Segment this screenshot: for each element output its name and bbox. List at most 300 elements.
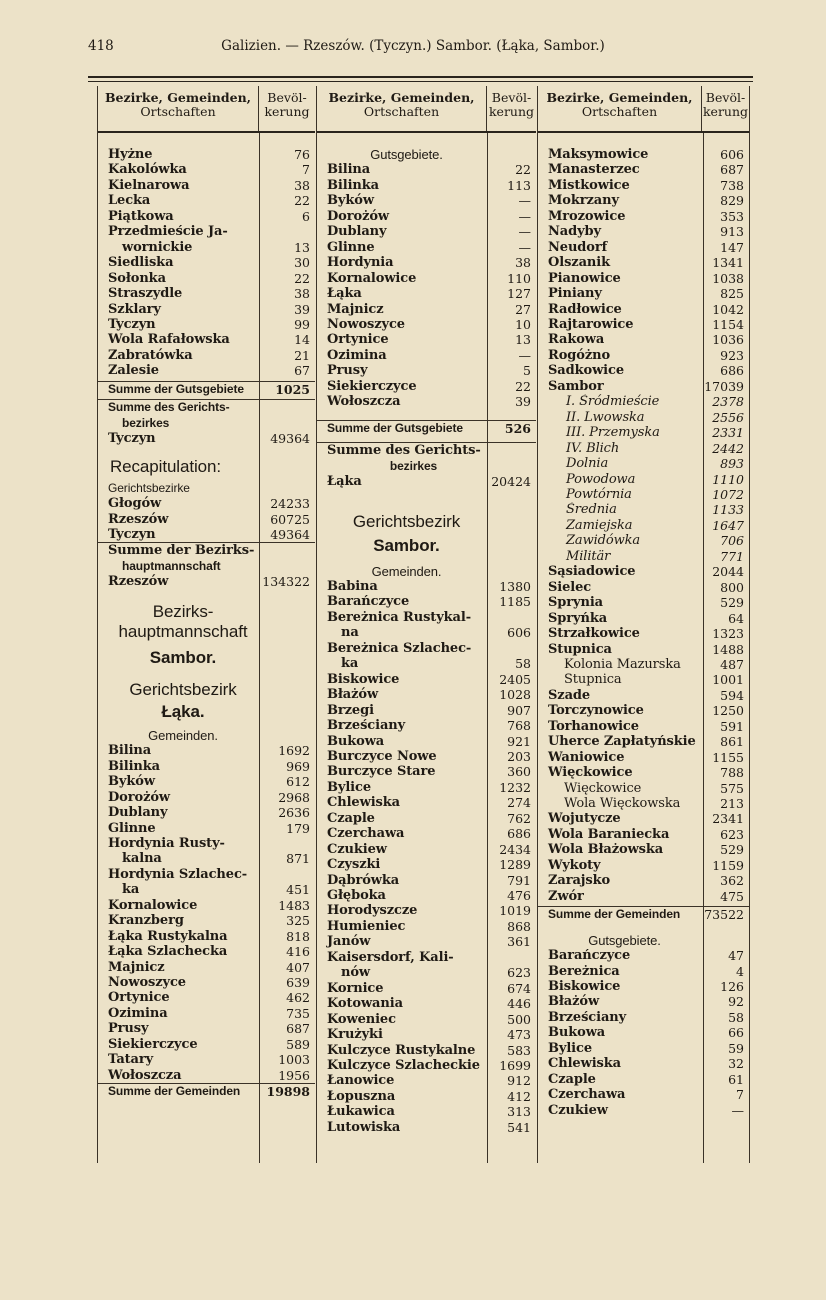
row-value: 110 <box>507 270 531 286</box>
row-name: Więckowice <box>548 765 633 781</box>
row-value: 1380 <box>499 578 531 594</box>
column-body <box>317 133 536 1163</box>
row-value: 487 <box>720 656 744 672</box>
row-name: II. Lwowska <box>566 409 645 425</box>
row-name: Summe der Bezirks- <box>108 543 255 559</box>
table-row <box>98 178 315 193</box>
row-name: Radłowice <box>548 301 622 317</box>
section-heading: Gerichtsbezirk <box>129 679 237 699</box>
subheading: Gemeinden. <box>148 727 218 743</box>
row-value: 969 <box>286 758 310 774</box>
table-row <box>98 496 315 511</box>
header-name: Bezirke, Gemeinden, <box>546 90 693 105</box>
row-value: 1956 <box>278 1067 310 1083</box>
row-name: Kornalowice <box>327 270 417 286</box>
sum-label: Summe des Gerichts- <box>108 400 230 415</box>
row-value: 134322 <box>262 574 310 590</box>
table-row <box>317 224 536 239</box>
table-row <box>98 743 315 758</box>
table-row <box>98 240 315 255</box>
row-name: Czyszki <box>327 857 381 873</box>
table-row <box>538 611 749 626</box>
row-value: — <box>731 1102 744 1118</box>
heading-row <box>317 564 536 579</box>
heading-row <box>98 648 315 668</box>
row-value: 362 <box>720 873 744 889</box>
table-row <box>98 1052 315 1067</box>
table-row <box>538 889 749 904</box>
table-row <box>538 657 749 672</box>
table-row <box>317 625 536 640</box>
row-name: Krużyki <box>327 1027 383 1043</box>
row-value: 1133 <box>712 502 744 518</box>
row-name: Biskowice <box>548 979 621 995</box>
row-value: 73522 <box>704 907 744 923</box>
row-name: Dorożów <box>327 208 390 224</box>
row-value: 923 <box>720 347 744 363</box>
row-value: 529 <box>720 595 744 611</box>
row-value: 412 <box>507 1088 531 1104</box>
row-name: wornickie <box>122 239 193 255</box>
section-heading: Gerichtsbezirk <box>352 511 461 531</box>
row-name: Bylice <box>327 779 372 795</box>
row-value: 893 <box>720 456 744 472</box>
row-value: 868 <box>507 918 531 934</box>
row-name: Summe der Gutsgebiete <box>327 420 463 435</box>
subheading: Gemeinden. <box>371 563 442 579</box>
row-value: 4 <box>736 963 744 979</box>
row-value: 64 <box>728 610 744 626</box>
row-value: 1110 <box>712 471 744 487</box>
row-name: Brześciany <box>548 1009 627 1025</box>
row-value: 446 <box>507 996 531 1012</box>
heading-row <box>98 702 315 722</box>
row-value: 49364 <box>270 431 310 447</box>
column-1 <box>97 86 315 1163</box>
table-row <box>317 703 536 718</box>
row-name: Szade <box>548 687 591 703</box>
table-row <box>538 1072 749 1087</box>
sum-row <box>98 381 315 397</box>
row-value <box>258 559 315 574</box>
heading-row <box>98 481 315 496</box>
row-name: Barańczyce <box>327 594 410 610</box>
row-name: Bukowa <box>327 733 385 749</box>
table-row <box>538 1103 749 1118</box>
row-value: 58 <box>728 1009 744 1025</box>
row-name: Rzeszów <box>108 511 169 527</box>
row-value: 2378 <box>712 394 744 410</box>
table-row <box>98 790 315 805</box>
row-value: 274 <box>507 795 531 811</box>
table-row <box>317 1089 536 1104</box>
column-header <box>98 86 315 133</box>
column-body <box>538 133 749 1163</box>
row-name: Babina <box>327 578 378 594</box>
row-name: Byków <box>327 193 374 209</box>
table-row <box>538 564 749 579</box>
row-value: 687 <box>286 1021 310 1037</box>
table-row <box>538 379 749 394</box>
row-name: Wola Więckowska <box>564 796 681 812</box>
row-value: 92 <box>728 994 744 1010</box>
row-value: 738 <box>720 177 744 193</box>
row-value: 49364 <box>270 526 310 542</box>
table-row <box>317 178 536 193</box>
row-value: 913 <box>720 224 744 240</box>
section-heading: Sambor. <box>373 535 440 555</box>
row-name: Czaple <box>327 810 375 826</box>
section-heading: hauptmannschaft <box>118 621 248 641</box>
table-row <box>317 1058 536 1073</box>
table-row <box>317 1027 536 1042</box>
row-value: 1488 <box>712 641 744 657</box>
row-name: Powtórnia <box>566 486 632 502</box>
table-row <box>98 867 315 882</box>
table-row <box>538 1056 749 1071</box>
heading-row <box>317 147 536 162</box>
sum-row <box>538 906 749 922</box>
table-row <box>538 1041 749 1056</box>
table-row <box>538 703 749 718</box>
table-row <box>538 193 749 208</box>
row-value: 1159 <box>712 857 744 873</box>
row-name: Chlewiska <box>548 1056 621 1072</box>
table-row <box>317 672 536 687</box>
row-value: 735 <box>286 1005 310 1021</box>
rows <box>98 255 315 379</box>
column-2 <box>316 86 536 1163</box>
row-value: 2331 <box>712 425 744 441</box>
row-value: 2044 <box>712 564 744 580</box>
row-name: Lecka <box>108 193 151 209</box>
row-name: ka <box>122 882 140 898</box>
row-name: Czerchawa <box>327 826 405 842</box>
row-name: Straszydle <box>108 286 183 302</box>
row-name: Wołoszcza <box>108 1067 182 1083</box>
row-name: Łąka <box>327 286 362 302</box>
heading-row <box>98 728 315 743</box>
row-value: 451 <box>286 882 310 898</box>
row-name: Tyczyn <box>108 316 156 332</box>
row-value: 30 <box>294 255 310 271</box>
row-value: 1001 <box>712 672 744 688</box>
row-value: 13 <box>294 239 310 255</box>
row-value: 606 <box>720 147 744 162</box>
row-name: Sadkowice <box>548 363 624 379</box>
row-name: Chlewiska <box>327 795 400 811</box>
table-row <box>538 765 749 780</box>
table-row <box>98 821 315 836</box>
row-value: 687 <box>720 162 744 178</box>
rows <box>538 657 749 688</box>
table-row <box>98 416 315 431</box>
table-row <box>317 934 536 949</box>
table-row <box>317 919 536 934</box>
row-value: 1072 <box>712 486 744 502</box>
table-row <box>317 1120 536 1135</box>
row-value: 60725 <box>270 511 310 527</box>
table-row <box>317 718 536 733</box>
row-value: 19898 <box>266 1084 310 1100</box>
row-name: Stupnica <box>564 672 622 688</box>
table-row <box>98 162 315 177</box>
table-row <box>538 858 749 873</box>
row-value: 589 <box>286 1036 310 1052</box>
row-value <box>258 457 315 477</box>
row-name: Rakowa <box>548 332 605 348</box>
row-name: Nowoszyce <box>327 316 405 332</box>
table-row <box>317 459 536 474</box>
sum-row <box>317 420 536 436</box>
row-value: 791 <box>507 872 531 888</box>
row-value: 526 <box>504 420 531 436</box>
row-value <box>258 416 315 431</box>
row-value: 771 <box>720 548 744 564</box>
row-name: Czaple <box>548 1071 596 1087</box>
row-name: Ortynice <box>108 990 170 1006</box>
row-name: Łąka <box>327 474 362 490</box>
row-name: Przedmieście Ja- <box>108 224 228 240</box>
table-row <box>317 394 536 409</box>
row-name: Hordynia <box>327 255 394 271</box>
table-row <box>98 851 315 866</box>
row-value: 126 <box>720 979 744 995</box>
table-row <box>317 826 536 841</box>
table-row <box>538 948 749 963</box>
row-name: Janów <box>327 934 371 950</box>
row-name: Ozimina <box>327 347 387 363</box>
row-value: 2968 <box>278 789 310 805</box>
row-name: Majnicz <box>327 301 384 317</box>
row-value <box>258 648 315 668</box>
table-row <box>538 719 749 734</box>
table-row <box>538 750 749 765</box>
row-name: Mokrzany <box>548 193 619 209</box>
heading-row <box>98 457 315 477</box>
row-value: 39 <box>515 394 531 410</box>
row-value <box>258 867 315 882</box>
table-row <box>317 811 536 826</box>
row-value: 10 <box>515 316 531 332</box>
row-value: 113 <box>507 177 531 193</box>
row-name: Tyczyn <box>108 526 156 542</box>
row-name: Humieniec <box>327 918 406 934</box>
row-value: 1289 <box>499 857 531 873</box>
table-row <box>538 209 749 224</box>
row-value: 1341 <box>712 255 744 271</box>
section-heading: Recapitulation: <box>110 456 221 476</box>
row-value <box>258 400 315 415</box>
row-name: Militär <box>566 548 611 564</box>
row-name: Powodowa <box>566 471 636 487</box>
row-name: Hordynia Szlachec- <box>108 866 248 882</box>
table-row <box>98 960 315 975</box>
row-value: 706 <box>720 533 744 549</box>
row-value: 67 <box>294 363 310 379</box>
row-name: III. Przemyska <box>566 425 660 441</box>
row-name: Błażów <box>327 687 379 703</box>
header-pop-2: kerung <box>264 104 310 119</box>
row-name: Hordynia Rusty- <box>108 835 225 851</box>
table-row <box>538 964 749 979</box>
table-row <box>98 1006 315 1021</box>
row-value: 1025 <box>275 381 310 397</box>
table-row <box>98 348 315 363</box>
row-value: 762 <box>507 810 531 826</box>
row-value: 17039 <box>704 378 744 394</box>
header-pop-2: kerung <box>702 104 749 119</box>
table-row <box>317 641 536 656</box>
row-value: 7 <box>302 162 310 178</box>
row-value: — <box>518 347 531 363</box>
row-value: 871 <box>286 851 310 867</box>
table-row <box>538 994 749 1009</box>
table-row <box>538 1025 749 1040</box>
table-row <box>317 795 536 810</box>
row-value: 416 <box>286 944 310 960</box>
table-row <box>538 979 749 994</box>
row-name: Łukawica <box>327 1104 395 1120</box>
row-value: 22 <box>515 378 531 394</box>
row-name: Glinne <box>108 820 156 836</box>
row-value: — <box>518 224 531 240</box>
table-row <box>317 656 536 671</box>
table-row <box>317 363 536 378</box>
row-name: Czukiew <box>327 841 387 857</box>
row-name: Tatary <box>108 1052 154 1068</box>
header-pop: Bevöl- <box>705 90 746 105</box>
header-name: Bezirke, Gemeinden, <box>104 90 252 105</box>
row-value: 788 <box>720 765 744 781</box>
table-row <box>98 944 315 959</box>
row-value: 591 <box>720 718 744 734</box>
row-name: Piątkowa <box>108 208 174 224</box>
row-name: Bereżnica <box>548 963 620 979</box>
table-row <box>317 857 536 872</box>
row-name: Summe der Gemeinden <box>108 1084 241 1099</box>
row-value <box>258 602 315 622</box>
row-value: 407 <box>286 959 310 975</box>
row-value: 5 <box>523 363 531 379</box>
rows <box>538 781 749 812</box>
row-value: 22 <box>515 162 531 178</box>
row-name: Głęboka <box>327 888 386 904</box>
table-row <box>98 759 315 774</box>
row-name: Dublany <box>327 224 387 240</box>
row-value <box>486 950 536 965</box>
row-name: Dąbrówka <box>327 872 400 888</box>
row-name: Rzeszów <box>108 574 169 590</box>
header-name-2: Ortschaften <box>363 104 440 119</box>
table-row <box>538 410 749 425</box>
column-3 <box>537 86 750 1163</box>
row-name: Kakolówka <box>108 162 187 178</box>
row-value: 2442 <box>712 440 744 456</box>
table-row <box>538 240 749 255</box>
row-value: 127 <box>507 286 531 302</box>
row-value: 213 <box>720 796 744 812</box>
table-row <box>317 1012 536 1027</box>
subheading: Gerichtsbezirke <box>108 480 190 495</box>
running-header <box>0 38 826 58</box>
row-name: Kulczyce Szlacheckie <box>327 1058 480 1074</box>
table-row <box>98 542 315 558</box>
table-row <box>98 527 315 542</box>
table-row <box>317 749 536 764</box>
heading-row <box>538 933 749 948</box>
row-name: IV. Blich <box>566 440 620 456</box>
table-row <box>98 574 315 589</box>
header-pop: Bevöl- <box>267 90 307 105</box>
row-value: 829 <box>720 193 744 209</box>
rows <box>317 672 536 950</box>
section-heading: Łąka. <box>161 701 205 721</box>
rows <box>98 496 315 542</box>
row-value <box>258 728 315 743</box>
table-row <box>538 487 749 502</box>
row-value: 313 <box>507 1104 531 1120</box>
table-row <box>317 579 536 594</box>
row-name: na <box>341 625 359 641</box>
table-row <box>538 549 749 564</box>
row-name: Nadyby <box>548 224 601 240</box>
table-row <box>98 913 315 928</box>
row-name: Zwór <box>548 888 584 904</box>
table-row <box>317 348 536 363</box>
row-value: 594 <box>720 687 744 703</box>
row-value: 147 <box>720 239 744 255</box>
row-value: 462 <box>286 990 310 1006</box>
row-value: 360 <box>507 764 531 780</box>
row-name: Średnia <box>566 502 617 518</box>
row-value: 623 <box>720 826 744 842</box>
heading-row <box>98 680 315 700</box>
row-value: 1323 <box>712 626 744 642</box>
table-row <box>538 781 749 796</box>
row-value: 623 <box>507 965 531 981</box>
row-value: 1185 <box>499 594 531 610</box>
row-name: Łąka Rustykalna <box>108 928 228 944</box>
row-name: Wykoty <box>548 857 601 873</box>
table-row <box>98 399 315 415</box>
top-rule <box>88 76 753 78</box>
rows <box>98 147 315 224</box>
row-value: 66 <box>728 1025 744 1041</box>
table-row <box>317 842 536 857</box>
row-value: 20424 <box>491 474 531 490</box>
table-row <box>538 317 749 332</box>
table-row <box>98 1037 315 1052</box>
row-value <box>258 481 315 496</box>
row-value: 541 <box>507 1119 531 1135</box>
row-name: ka <box>341 656 359 672</box>
row-value <box>258 702 315 722</box>
row-value: 27 <box>515 301 531 317</box>
row-value: 24233 <box>270 496 310 512</box>
table-row <box>98 836 315 851</box>
row-name: Sołonka <box>108 270 166 286</box>
row-value: 32 <box>728 1056 744 1072</box>
row-value <box>258 224 315 239</box>
table-row <box>98 512 315 527</box>
table-row <box>98 255 315 270</box>
table-row <box>317 610 536 625</box>
row-value <box>258 836 315 851</box>
row-name: Glinne <box>327 239 375 255</box>
table-row <box>538 502 749 517</box>
table-row <box>538 626 749 641</box>
